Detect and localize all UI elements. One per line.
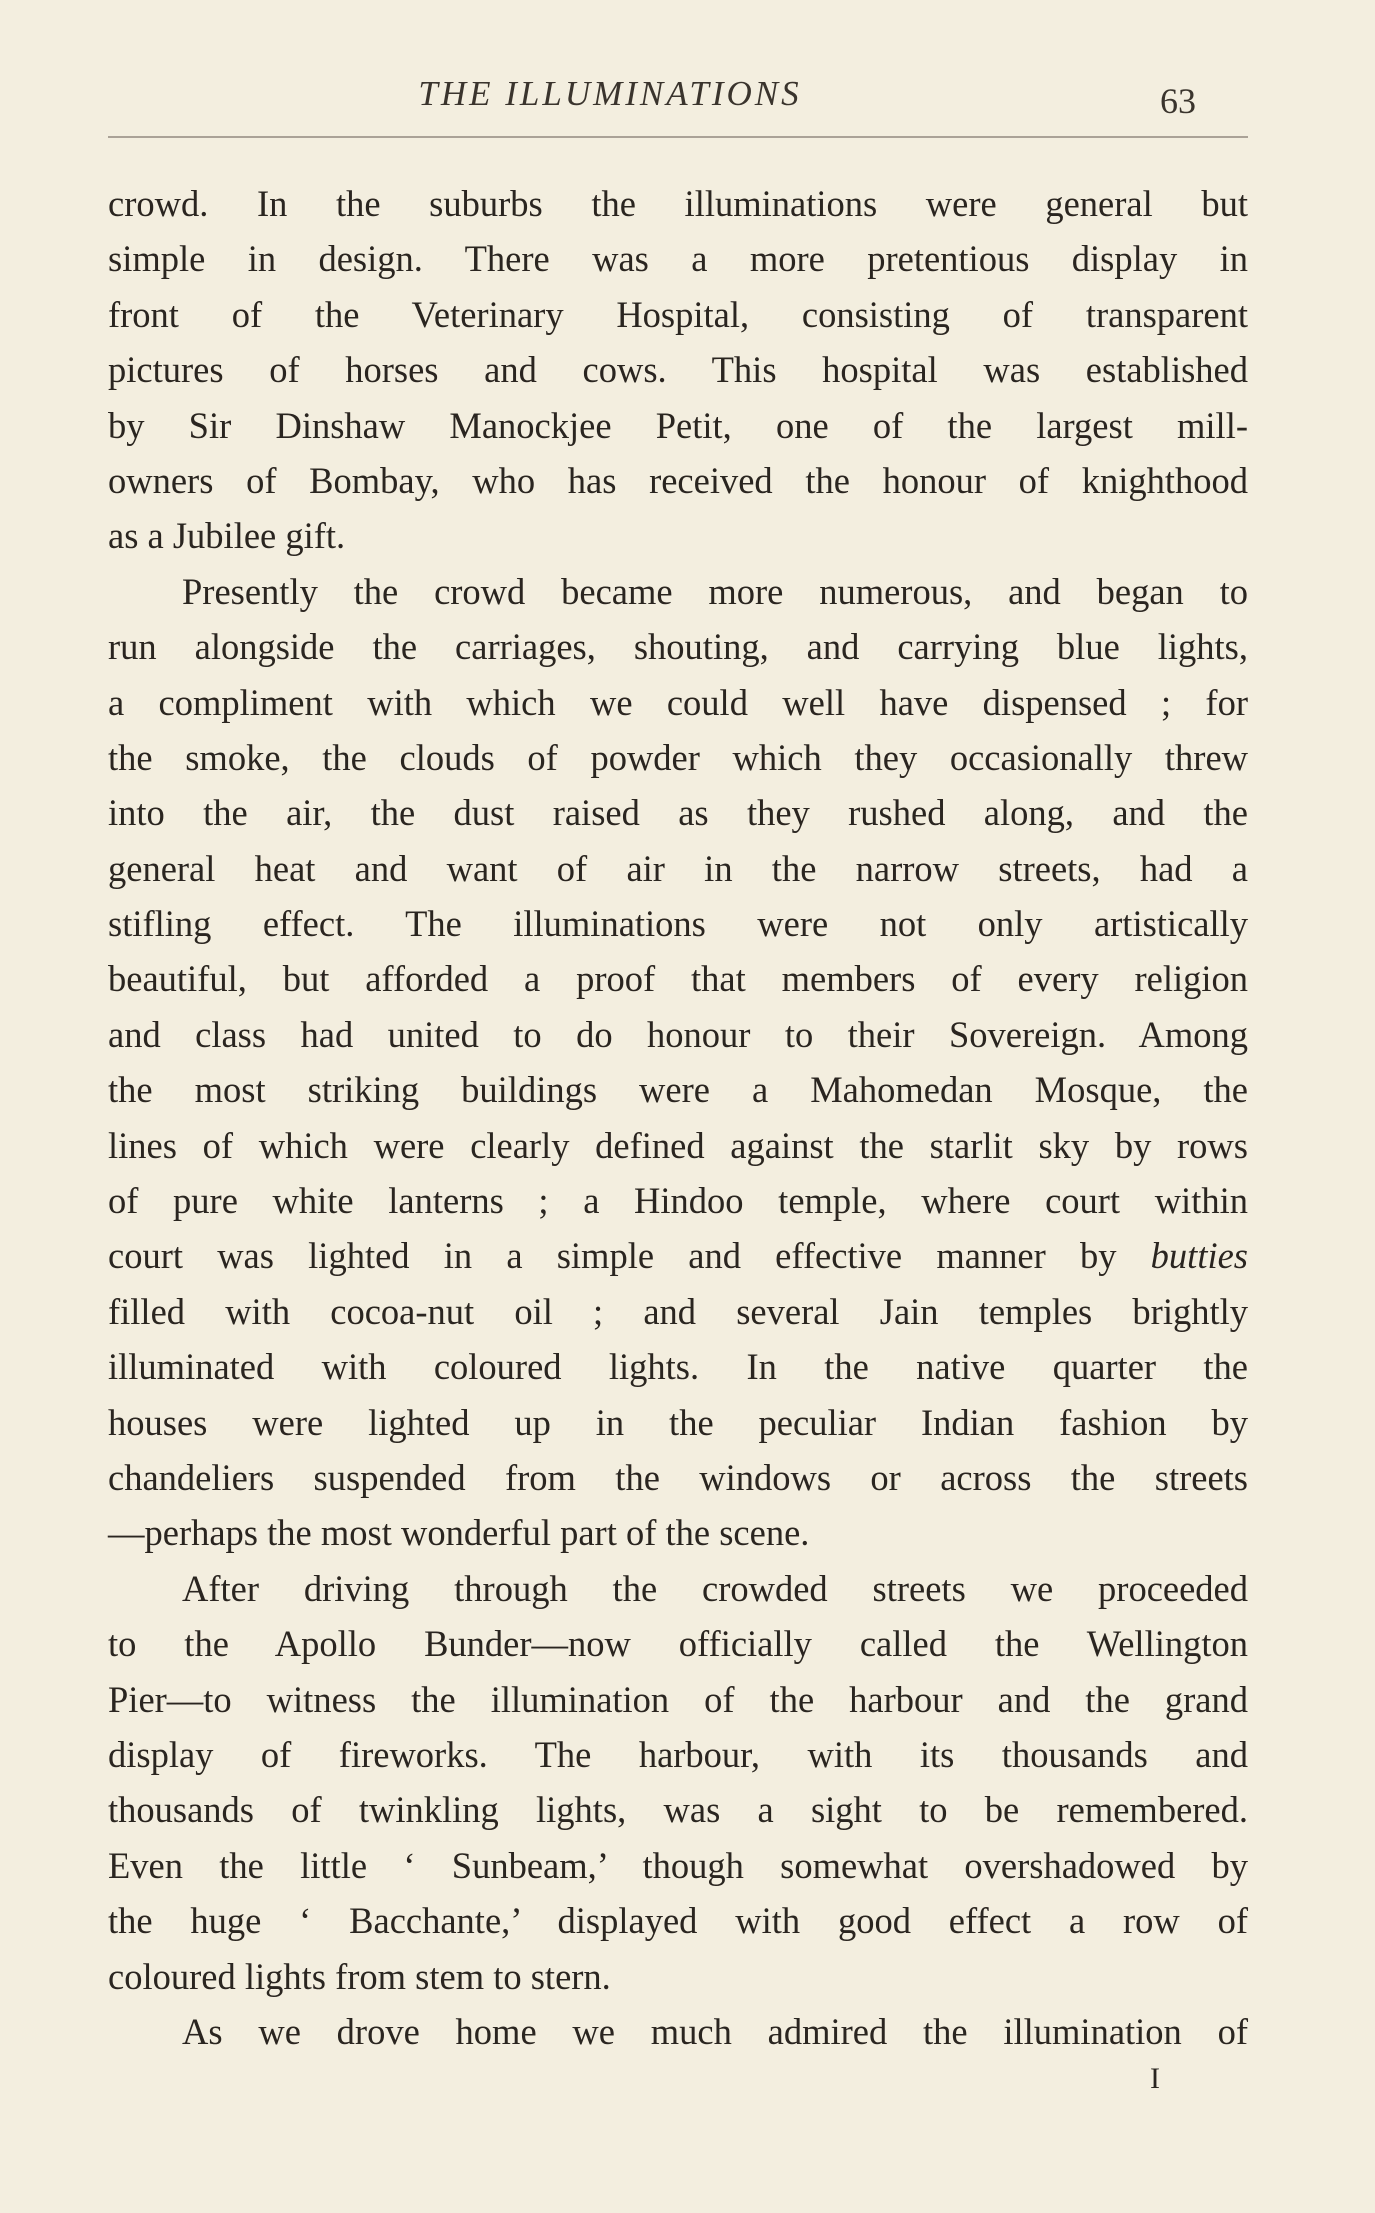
page-number: 63 <box>1160 81 1196 121</box>
text-line: into the air, the dust raised as they rushed along, and the <box>108 792 1248 834</box>
running-head <box>0 66 1375 121</box>
text-line: filled with cocoa-nut oil ; and several Jain temples brightly <box>108 1290 1248 1332</box>
text-line: to the Apollo Bunder—now officially called the Wellington <box>108 1623 1248 1665</box>
text-line: owners of Bombay, who has received the honour of knighthood <box>108 459 1248 501</box>
text-line: lines of which were clearly defined against the starlit sky by rows <box>108 1124 1248 1166</box>
text-line: As we drove home we much admired the illumination of <box>182 2010 1248 2052</box>
text-line-with-italic <box>108 1228 1248 1283</box>
text-line: run alongside the carriages, shouting, and carrying blue lights, <box>108 626 1248 668</box>
text-line: the huge ‘ Bacchante,’ displayed with good effect a row of <box>108 1900 1248 1942</box>
text-line: as a Jubilee gift. <box>108 515 346 557</box>
text-line: coloured lights from stem to stern. <box>108 1955 611 1997</box>
text-line: Pier—to witness the illumination of the harbour and the grand <box>108 1678 1248 1720</box>
text-line: general heat and want of air in the narrow streets, had a <box>108 847 1248 889</box>
text-line: display of fireworks. The harbour, with its thousands and <box>108 1733 1248 1775</box>
body-text <box>108 176 1248 2059</box>
text-line: After driving through the crowded streets we proceeded <box>182 1567 1248 1609</box>
italic-word: butties <box>1150 1235 1248 1277</box>
text-line: the smoke, the clouds of powder which they occasionally threw <box>108 736 1248 778</box>
text-line: crowd. In the suburbs the illuminations were general but <box>108 183 1248 224</box>
text-line: —perhaps the most wonderful part of the scene. <box>108 1512 810 1554</box>
text-line: illuminated with coloured lights. In the native quarter the <box>108 1346 1248 1388</box>
text-line: stifling effect. The illuminations were not only artistically <box>108 903 1248 945</box>
text-line: thousands of twinkling lights, was a sight to be remembered. <box>108 1789 1248 1831</box>
text-line: houses were lighted up in the peculiar Indian fashion by <box>108 1401 1248 1443</box>
text-line: a compliment with which we could well have dispensed ; for <box>108 681 1248 723</box>
text-line: front of the Veterinary Hospital, consisting of transparent <box>108 293 1248 335</box>
text-line: Even the little ‘ Sunbeam,’ though somewhat overshadowed by <box>108 1844 1248 1886</box>
text-line: simple in design. There was a more pretentious display in <box>108 238 1248 280</box>
text-line: chandeliers suspended from the windows or across the streets <box>108 1456 1248 1498</box>
text-line: and class had united to do honour to their Sovereign. Among <box>108 1013 1248 1055</box>
running-title: THE ILLUMINATIONS <box>418 74 802 113</box>
signature-mark: I <box>1150 2062 1160 2095</box>
header-rule <box>108 136 1248 138</box>
text-segment: court was lighted in a simple and effective manner by <box>108 1235 1117 1277</box>
text-line: the most striking buildings were a Mahomedan Mosque, the <box>108 1069 1248 1111</box>
text-line: beautiful, but afforded a proof that members of every religion <box>108 958 1248 1000</box>
text-line: pictures of horses and cows. This hospital was established <box>108 349 1248 391</box>
text-line: Presently the crowd became more numerous, and began to <box>182 570 1248 612</box>
text-line: of pure white lanterns ; a Hindoo temple, where court within <box>108 1180 1248 1222</box>
text-line: by Sir Dinshaw Manockjee Petit, one of the largest mill- <box>108 404 1248 446</box>
